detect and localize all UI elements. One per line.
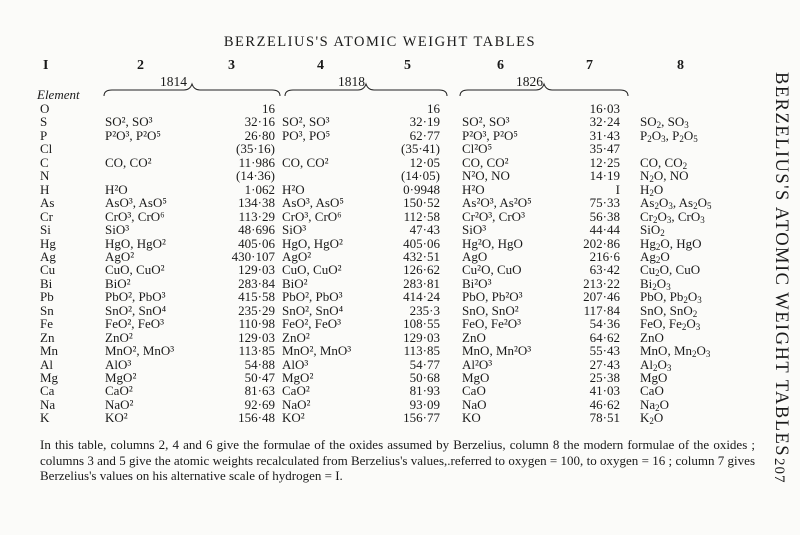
- cell-col6: MgO: [462, 370, 490, 385]
- cell-col2: CuO, CuO²: [105, 262, 165, 278]
- cell-col4: CO, CO²: [282, 154, 329, 170]
- cell-col4: PO³, PO⁵: [282, 127, 331, 143]
- cell-col7: 78·51: [589, 410, 620, 426]
- cell-col7: 25·38: [589, 370, 620, 385]
- cell-col3: 430·107: [231, 248, 275, 264]
- page-number: 207: [771, 458, 787, 484]
- cell-col8: $Na_2O$: [640, 396, 670, 413]
- cell-element: Cl: [40, 141, 53, 157]
- cell-element: C: [40, 154, 49, 170]
- cell-col7: 216·6: [589, 248, 620, 264]
- cell-col6: SO², SO³: [462, 114, 510, 130]
- cell-col3: 11·986: [238, 154, 275, 170]
- cell-col8: MgO: [640, 370, 668, 385]
- cell-col6: H²O: [462, 181, 485, 197]
- column-number-6: 6: [497, 58, 504, 73]
- cell-col4: SnO², SnO⁴: [282, 302, 344, 318]
- cell-element: Zn: [40, 329, 55, 345]
- cell-element: K: [40, 410, 50, 426]
- cell-col6: FeO, Fe²O³: [462, 316, 522, 332]
- cell-col2: AlO³: [105, 356, 132, 372]
- cell-col2: KO²: [105, 410, 128, 426]
- cell-col5: 113·85: [403, 343, 440, 359]
- cell-col6: PbO, Pb²O³: [462, 289, 523, 305]
- cell-element: Hg: [40, 235, 56, 251]
- cell-col2: NaO²: [105, 396, 134, 412]
- cell-col4: AlO³: [282, 356, 309, 372]
- cell-col5: 150·52: [403, 195, 440, 211]
- cell-col5: 62·77: [409, 127, 440, 143]
- column-number-8: 8: [677, 58, 684, 73]
- cell-col6: KO: [462, 410, 481, 426]
- cell-element: Fe: [40, 316, 53, 332]
- year-1818: 1818: [338, 74, 365, 89]
- cell-col5: 235·3: [409, 302, 440, 318]
- cell-col7: 41·03: [589, 383, 620, 399]
- cell-element: Na: [40, 396, 56, 412]
- cell-element: Ca: [40, 383, 55, 399]
- cell-element: N: [40, 168, 50, 184]
- cell-col8: $H_2O$: [640, 181, 664, 198]
- element-header: Element: [37, 87, 80, 102]
- cell-col4: CrO³, CrO⁶: [282, 208, 342, 224]
- cell-col4: AgO²: [282, 248, 312, 264]
- cell-col3: 283·84: [238, 275, 275, 291]
- cell-col8: $As_2O_3$, $As_2O_5$: [640, 195, 712, 212]
- cell-element: Mg: [40, 370, 59, 385]
- cell-col3: 235·29: [238, 302, 275, 318]
- cell-col3: 16: [262, 101, 275, 116]
- cell-col8: CaO: [640, 383, 664, 399]
- cell-element: H: [40, 181, 50, 197]
- cell-col3: 113·85: [238, 343, 275, 359]
- cell-col5: (35·41): [401, 141, 440, 157]
- cell-col4: MgO²: [282, 370, 314, 385]
- cell-col5: 405·06: [403, 235, 440, 251]
- cell-col8: $Al_2O_3$: [640, 356, 672, 373]
- cell-col8: $SO_2$, $SO_3$: [640, 114, 689, 131]
- cell-col6: Cl²O⁵: [462, 141, 493, 157]
- cell-col2: MgO²: [105, 370, 137, 385]
- cell-col6: Cu²O, CuO: [462, 262, 522, 278]
- column-number-4: 4: [317, 58, 324, 73]
- cell-col5: 16: [427, 101, 440, 116]
- cell-col3: 81·63: [244, 383, 275, 399]
- cell-col2: ZnO²: [105, 329, 133, 345]
- cell-col6: SnO, SnO²: [462, 302, 519, 318]
- cell-col5: 32·19: [409, 114, 440, 130]
- year-1814: 1814: [160, 74, 187, 89]
- cell-element: Cr: [40, 208, 53, 224]
- cell-col6: SiO³: [462, 222, 487, 238]
- cell-col3: 129·03: [238, 262, 275, 278]
- cell-element: P: [40, 127, 48, 143]
- cell-col4: CuO, CuO²: [282, 262, 342, 278]
- cell-element: Mn: [40, 343, 59, 359]
- cell-col5: 12·05: [409, 154, 440, 170]
- cell-col3: 54·88: [244, 356, 275, 372]
- cell-col3: 48·696: [238, 222, 275, 238]
- cell-col7: 54·36: [589, 316, 620, 332]
- brace-1814: [102, 82, 282, 100]
- cell-col4: H²O: [282, 181, 305, 197]
- cell-col7: 16·03: [589, 101, 620, 116]
- cell-col5: 129·03: [403, 329, 440, 345]
- cell-col8: SnO, SnO$_2$: [640, 302, 698, 319]
- cell-col5: 108·55: [403, 316, 440, 332]
- cell-col7: 44·44: [589, 222, 620, 238]
- cell-col5: 47·43: [409, 222, 440, 238]
- cell-col5: 432·51: [403, 248, 440, 264]
- cell-col4: MnO², MnO³: [282, 343, 352, 359]
- cell-col5: 50·68: [409, 370, 440, 385]
- cell-col2: AsO³, AsO⁵: [105, 195, 167, 211]
- cell-col4: BiO²: [282, 275, 308, 291]
- cell-col7: 75·33: [589, 195, 620, 211]
- cell-element: Bi: [40, 275, 53, 291]
- cell-col2: FeO², FeO³: [105, 316, 165, 332]
- cell-col6: MnO, Mn²O³: [462, 343, 532, 359]
- cell-col7: 202·86: [583, 235, 620, 251]
- cell-col8: SiO$_2$: [640, 222, 665, 239]
- cell-col3: (14·36): [236, 168, 275, 184]
- cell-col4: CaO²: [282, 383, 310, 399]
- cell-col2: SnO², SnO⁴: [105, 302, 167, 318]
- cell-col8: $Hg_2O$, HgO: [640, 235, 702, 252]
- cell-col5: (14·05): [401, 168, 440, 184]
- brace-1818: [283, 82, 449, 100]
- cell-col7: 31·43: [589, 127, 620, 143]
- year-1826: 1826: [516, 74, 543, 89]
- cell-col3: 129·03: [238, 329, 275, 345]
- cell-element: Cu: [40, 262, 56, 278]
- cell-col2: CO, CO²: [105, 154, 152, 170]
- cell-col4: FeO², FeO³: [282, 316, 342, 332]
- cell-col7: 63·42: [589, 262, 620, 278]
- cell-col8: $Ag_2O$: [640, 248, 670, 265]
- cell-col7: 46·62: [589, 396, 620, 412]
- cell-col3: 32·16: [244, 114, 275, 130]
- cell-element: Sn: [40, 302, 54, 318]
- cell-element: Pb: [40, 289, 54, 305]
- cell-col3: 415·58: [238, 289, 275, 305]
- cell-element: Si: [40, 222, 51, 238]
- cell-col7: 12·25: [589, 154, 620, 170]
- cell-col4: AsO³, AsO⁵: [282, 195, 344, 211]
- column-number-2: 2: [137, 58, 144, 73]
- cell-col6: ZnO: [462, 329, 486, 345]
- cell-col5: 81·93: [409, 383, 440, 399]
- cell-col5: 0·9948: [403, 181, 440, 197]
- page-title: BERZELIUS'S ATOMIC WEIGHT TABLES: [223, 34, 537, 50]
- cell-col6: Bi²O³: [462, 275, 492, 291]
- cell-col4: KO²: [282, 410, 305, 426]
- cell-col3: 134·38: [238, 195, 275, 211]
- cell-col6: NaO: [462, 396, 487, 412]
- cell-col8: $K_2O$: [640, 410, 664, 427]
- column-number-3: 3: [228, 58, 235, 73]
- cell-col7: 27·43: [589, 356, 620, 372]
- cell-element: Al: [40, 356, 53, 372]
- cell-col2: HgO, HgO²: [105, 235, 166, 251]
- cell-col7: 35·47: [589, 141, 620, 157]
- cell-col5: 156·77: [403, 410, 440, 426]
- cell-col4: PbO², PbO³: [282, 289, 343, 305]
- cell-col6: Al²O³: [462, 356, 493, 372]
- cell-col8: MnO, $Mn_2O_3$: [640, 343, 711, 360]
- cell-col2: BiO²: [105, 275, 131, 291]
- cell-col8: $N_2O$, NO: [640, 168, 689, 185]
- cell-col5: 414·24: [403, 289, 440, 305]
- cell-col7: 56·38: [589, 208, 620, 224]
- cell-col2: H²O: [105, 181, 128, 197]
- cell-col5: 283·81: [403, 275, 440, 291]
- cell-col3: 113·29: [238, 208, 275, 224]
- cell-col3: 405·06: [238, 235, 275, 251]
- cell-col4: ZnO²: [282, 329, 310, 345]
- cell-col5: 54·77: [409, 356, 440, 372]
- cell-col2: AgO²: [105, 248, 135, 264]
- cell-col8: $P_2O_3$, $P_2O_5$: [640, 127, 698, 144]
- cell-col7: 207·46: [583, 289, 620, 305]
- column-number-7: 7: [586, 58, 593, 73]
- cell-col3: 50·47: [244, 370, 275, 385]
- cell-col3: 110·98: [238, 316, 275, 332]
- cell-col2: CrO³, CrO⁶: [105, 208, 165, 224]
- cell-col3: (35·16): [236, 141, 275, 157]
- cell-col3: 92·69: [244, 396, 275, 412]
- cell-col7: 14·19: [589, 168, 620, 184]
- cell-col6: CaO: [462, 383, 486, 399]
- cell-col6: Hg²O, HgO: [462, 235, 523, 251]
- cell-col7: 213·22: [583, 275, 620, 291]
- cell-col2: SO², SO³: [105, 114, 153, 130]
- brace-1826: [458, 82, 630, 100]
- cell-col4: SO², SO³: [282, 114, 330, 130]
- cell-col6: As²O³, As²O⁵: [462, 195, 532, 211]
- cell-col7: 32·24: [589, 114, 620, 130]
- cell-col2: MnO², MnO³: [105, 343, 175, 359]
- cell-element: S: [40, 114, 48, 130]
- cell-element: Ag: [40, 248, 56, 264]
- running-head-vertical: BERZELIUS'S ATOMIC WEIGHT TABLES: [771, 72, 791, 458]
- cell-col2: P²O³, P²O⁵: [105, 127, 161, 143]
- cell-col8: FeO, $Fe_2O_3$: [640, 316, 701, 333]
- cell-col4: NaO²: [282, 396, 311, 412]
- cell-col8: $Cu_2O$, CuO: [640, 262, 701, 279]
- cell-col7: I: [615, 181, 620, 197]
- footnote: In this table, columns 2, 4 and 6 give the formulae of the oxides assumed by Berzelius, column 8 the modern formulae of the oxides ; columns 3 and 5 give the atomic weights recalculated from Berzelius's values,.referred to oxygen = 100, to oxygen = 16 ; column 7 gives Berzelius's values on his alternative scale of hydrogen = I.: [40, 437, 755, 483]
- cell-col3: 156·48: [238, 410, 275, 426]
- cell-col3: 26·80: [244, 127, 275, 143]
- cell-col6: N²O, NO: [462, 168, 510, 184]
- cell-col5: 93·09: [409, 396, 440, 412]
- cell-col2: SiO³: [105, 222, 130, 238]
- cell-col4: HgO, HgO²: [282, 235, 343, 251]
- cell-col7: 117·84: [583, 302, 620, 318]
- cell-col8: $Cr_2O_3$, CrO$_3$: [640, 208, 705, 225]
- cell-col8: CO, $CO_2$: [640, 154, 688, 171]
- column-number-5: 5: [404, 58, 411, 73]
- cell-col5: 112·58: [403, 208, 440, 224]
- cell-col6: P²O³, P²O⁵: [462, 127, 518, 143]
- cell-col8: ZnO: [640, 329, 664, 345]
- cell-col4: SiO³: [282, 222, 307, 238]
- column-number-1: I: [43, 58, 49, 73]
- cell-col8: PbO, $Pb_2O_3$: [640, 289, 702, 306]
- cell-col8: $Bi_2O_3$: [640, 275, 671, 292]
- cell-col2: CaO²: [105, 383, 133, 399]
- cell-col7: 64·62: [589, 329, 620, 345]
- cell-element: O: [40, 101, 50, 116]
- cell-col6: AgO: [462, 248, 488, 264]
- cell-element: As: [40, 195, 55, 211]
- cell-col6: Cr²O³, CrO³: [462, 208, 525, 224]
- cell-col7: 55·43: [589, 343, 620, 359]
- cell-col3: 1·062: [244, 181, 275, 197]
- cell-col2: PbO², PbO³: [105, 289, 166, 305]
- cell-col5: 126·62: [403, 262, 440, 278]
- cell-col6: CO, CO²: [462, 154, 509, 170]
